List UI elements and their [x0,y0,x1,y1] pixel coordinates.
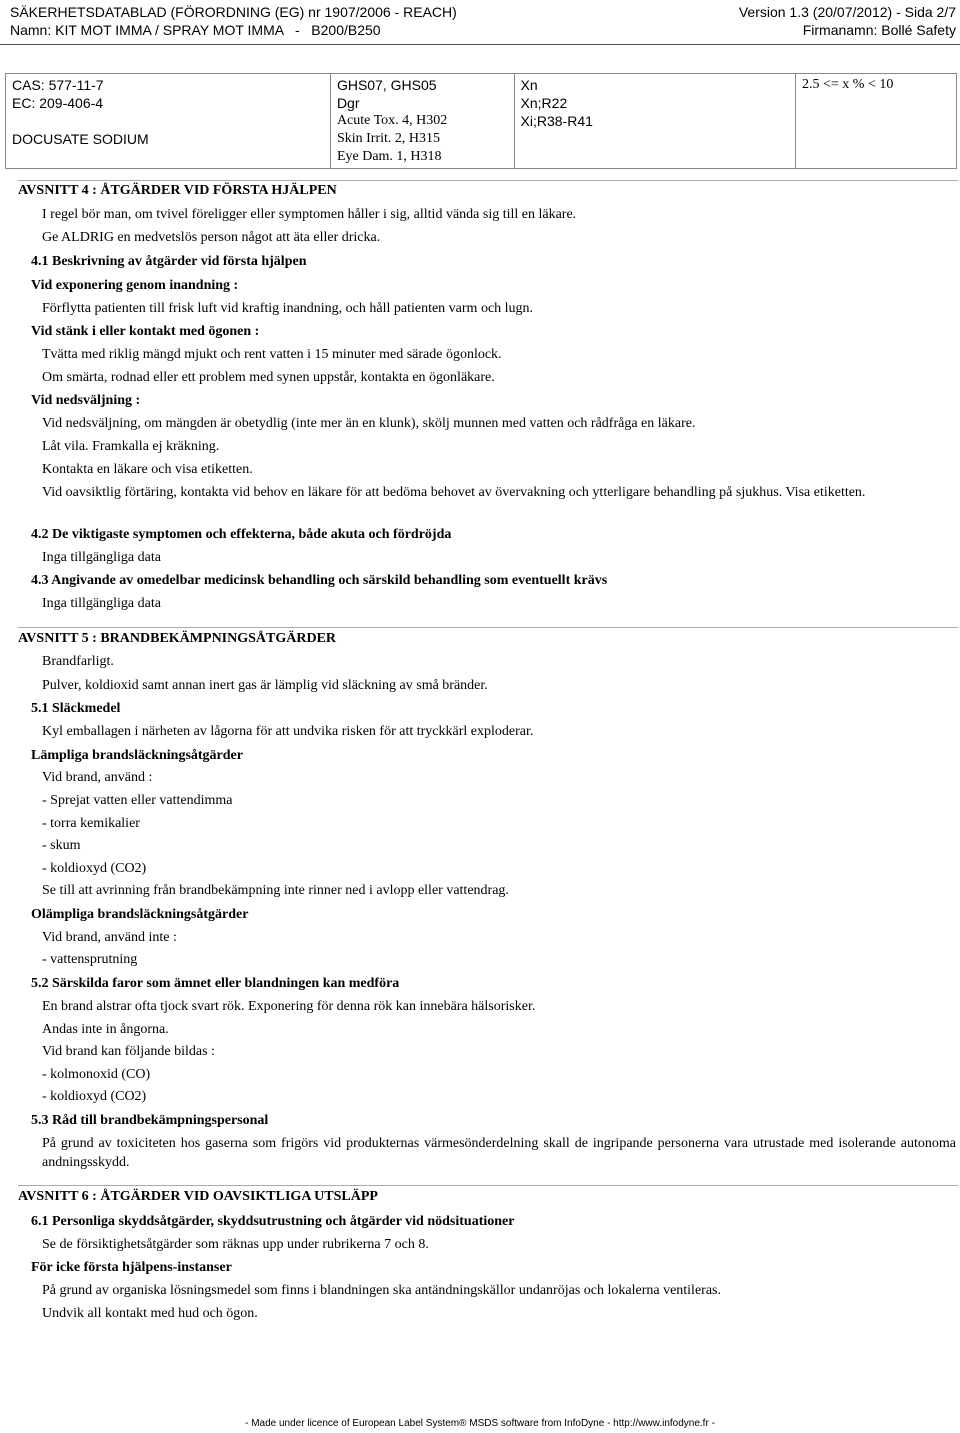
eye-contact-text-1: Tvätta med riklig mängd mjukt och rent vatten i 15 minuter med särade ögonlock. [42,347,502,362]
list-item: - vattensprutning [42,952,138,967]
product-name: Namn: KIT MOT IMMA / SPRAY MOT IMMA - B200/B250 [10,22,381,38]
subsection-4-2: 4.2 De viktigaste symptomen och effekterna, både akuta och fördröjda [31,527,452,542]
unsuitable-media-intro: Vid brand, använd inte : [42,930,177,945]
suitable-media-intro: Vid brand, använd : [42,770,153,785]
s5-text-1: Brandfarligt. [42,654,114,669]
section-4-heading: AVSNITT 4 : ÅTGÄRDER VID FÖRSTA HJÄLPEN [18,183,337,198]
eye-contact-heading: Vid stänk i eller kontakt med ögonen : [31,324,260,339]
section-divider [18,1185,958,1186]
subsection-5-1-text: Kyl emballagen i närheten av lågorna för att undvika risken för att tryckkärl exploderar. [42,724,534,739]
subsection-5-1: 5.1 Släckmedel [31,701,121,716]
list-item: - koldioxyd (CO2) [42,861,147,876]
section-5-heading: AVSNITT 5 : BRANDBEKÄMPNINGSÅTGÄRDER [18,631,337,646]
dsd-symbol: Xn [520,77,538,93]
composition-table [5,73,957,169]
hazard-class-1: Acute Tox. 4, H302 [336,113,448,128]
subsection-4-2-text: Inga tillgängliga data [42,550,161,565]
subsection-4-3-text: Inga tillgängliga data [42,596,161,611]
dsd-phrase-1: Xn;R22 [520,95,568,111]
ingestion-text-3: Kontakta en läkare och visa etiketten. [42,462,253,477]
cas-number: CAS: 577-11-7 [12,77,104,93]
ec-number: EC: 209-406-4 [12,95,104,111]
subsection-5-2: 5.2 Särskilda faror som ämnet eller blandningen kan medföra [31,976,400,991]
list-item: - skum [42,838,81,853]
subsection-5-3-text: På grund av toxiciteten hos gaserna som frigörs vid produkternas värmesönderdelning skall de ingripande personerna vara utrustade med isolerande autonoma andningsskydd. [42,1136,956,1170]
concentration-cell [795,74,956,169]
non-emergency-text-2: Undvik all kontakt med hud och ögon. [42,1306,258,1321]
s4-intro-2: Ge ALDRIG en medvetslös person något att äta eller dricka. [42,230,381,245]
subsection-6-1-text: Se de försiktighetsåtgärder som räknas upp under rubrikerna 7 och 8. [42,1237,429,1252]
ingestion-text-4: Vid oavsiktlig förtäring, kontakta vid behov en läkare för att bedöma behovet av övervakning och ytterligare behandling på sjukhus. Visa etiketten. [42,485,866,500]
identifiers-cell [6,74,331,169]
list-item: - kolmonoxid (CO) [42,1067,151,1082]
subsection-4-3: 4.3 Angivande av omedelbar medicinsk behandling och särskild behandling som eventuellt krävs [31,573,608,588]
runoff-text: Se till att avrinning från brandbekämpning inte rinner ned i avlopp eller vattendrag. [42,883,509,898]
signal-word: Dgr [336,95,360,111]
s5-text-2: Pulver, koldioxid samt annan inert gas är lämplig vid släckning av små bränder. [42,678,488,693]
ingestion-text-2: Låt vila. Framkalla ej kräkning. [42,439,220,454]
section-6-heading: AVSNITT 6 : ÅTGÄRDER VID OAVSIKTLIGA UTSLÄPP [18,1189,378,1204]
non-emergency-text-1: På grund av organiska lösningsmedel som finns i blandningen ska antändningskällor undanröjas och lokalerna ventileras. [42,1283,721,1298]
s4-intro-1: I regel bör man, om tvivel föreligger eller symptomen håller i sig, alltid vända sig till en läkare. [42,207,577,222]
table-row [6,74,957,169]
s52-text-2: Andas inte in ångorna. [42,1022,169,1037]
hazard-class-2: Skin Irrit. 2, H315 [336,131,440,146]
list-item: - koldioxyd (CO2) [42,1089,147,1104]
section-divider [18,180,958,181]
ingestion-heading: Vid nedsväljning : [31,393,141,408]
page-header [0,0,960,44]
blank-line [12,112,324,130]
sds-title: SÄKERHETSDATABLAD (FÖRORDNING (EG) nr 1907/2006 - REACH) [10,4,457,20]
eye-contact-text-2: Om smärta, rodnad eller ett problem med synen uppstår, kontakta en ögonläkare. [42,370,495,385]
clp-cell [330,74,514,169]
company-name: Firmanamn: Bollé Safety [802,22,956,38]
dsd-cell [514,74,795,169]
dsd-phrase-2: Xi;R38-R41 [520,113,593,129]
subsection-6-1: 6.1 Personliga skyddsåtgärder, skyddsutrustning och åtgärder vid nödsituationer [31,1214,515,1229]
concentration-range: 2.5 <= x % < 10 [801,77,894,92]
version-page: Version 1.3 (20/07/2012) - Sida 2/7 [738,4,956,20]
s52-text-3: Vid brand kan följande bildas : [42,1044,215,1059]
hazard-class-3: Eye Dam. 1, H318 [336,149,442,164]
list-item: - Sprejat vatten eller vattendimma [42,793,233,808]
header-divider [0,44,960,45]
s52-text-1: En brand alstrar ofta tjock svart rök. Exponering för denna rök kan innebära hälsorisker. [42,999,536,1014]
subsection-5-3: 5.3 Råd till brandbekämpningspersonal [31,1113,269,1128]
suitable-media-heading: Lämpliga brandsläckningsåtgärder [31,748,243,763]
non-emergency-heading: För icke första hjälpens-instanser [31,1260,232,1275]
page-footer: - Made under licence of European Label System® MSDS software from InfoDyne - http://www.infodyne.fr - [245,1418,715,1429]
section-divider [18,627,958,628]
unsuitable-media-heading: Olämpliga brandsläckningsåtgärder [31,907,249,922]
substance-name: DOCUSATE SODIUM [12,131,149,147]
inhalation-text: Förflytta patienten till frisk luft vid kraftig inandning, och håll patienten varm och lugn. [42,301,534,316]
ghs-pictograms: GHS07, GHS05 [336,77,437,93]
subsection-4-1: 4.1 Beskrivning av åtgärder vid första hjälpen [31,254,307,269]
list-item: - torra kemikalier [42,816,140,831]
ingestion-text-1: Vid nedsväljning, om mängden är obetydlig (inte mer än en klunk), skölj munnen med vatten och rådfråga en läkare. [42,416,696,431]
inhalation-heading: Vid exponering genom inandning : [31,278,239,293]
